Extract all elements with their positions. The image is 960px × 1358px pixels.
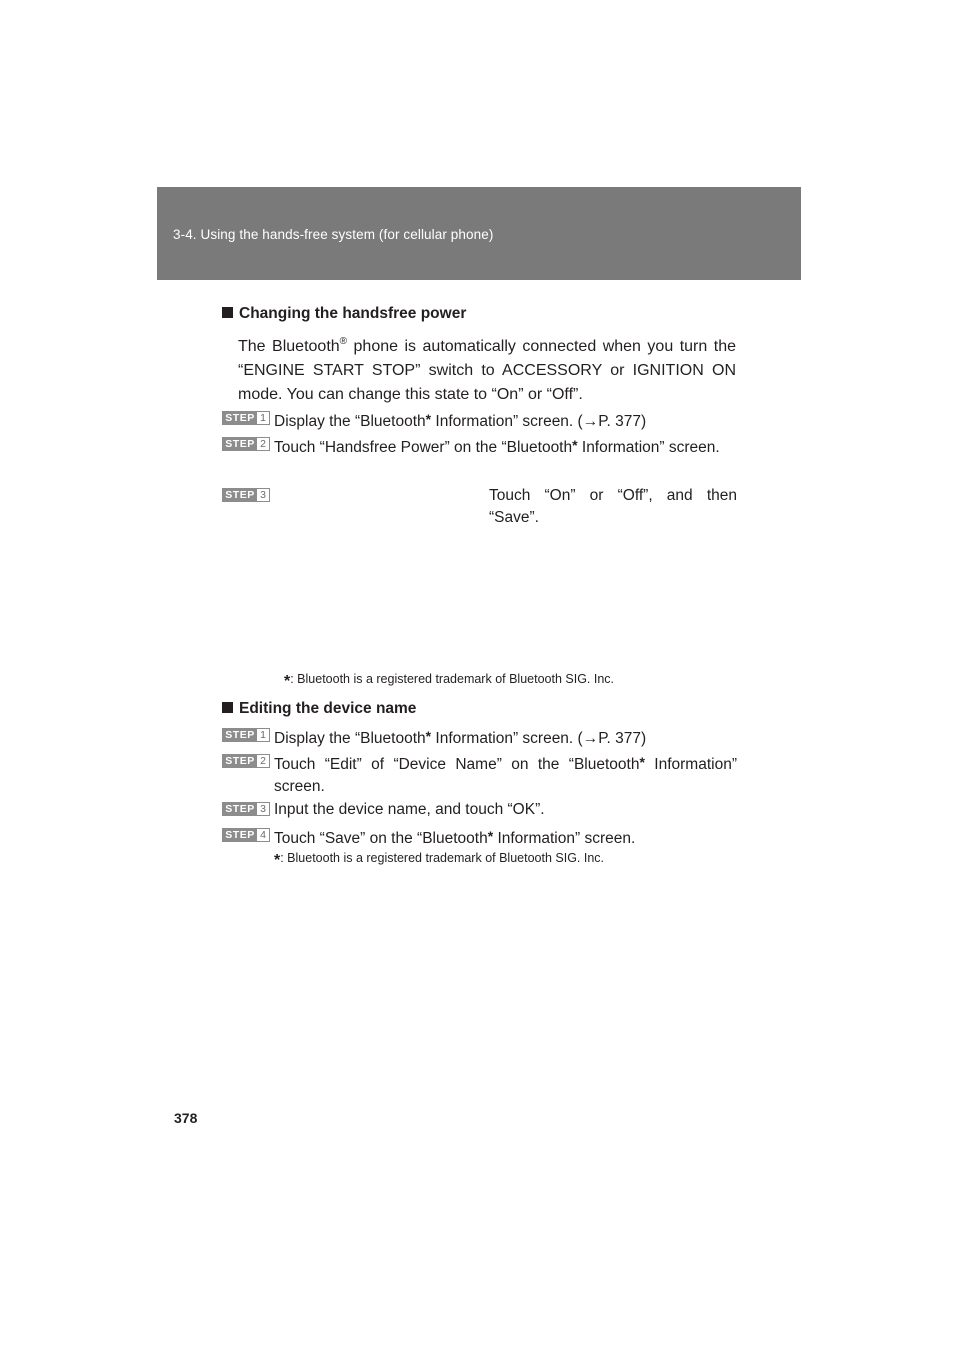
section-heading-handsfree-power <box>222 305 466 323</box>
step-label: STEP <box>223 412 257 424</box>
step-badge <box>222 411 270 425</box>
step-text-a: Touch “Save” on the “Bluetooth <box>274 830 488 847</box>
step-number: 1 <box>257 412 269 424</box>
step-text: Input the device name, and touch “OK”. <box>274 801 545 818</box>
step-text-b: Information” screen. <box>493 830 636 847</box>
intro-text-a: The Bluetooth <box>238 338 340 355</box>
step-badge <box>222 828 270 842</box>
intro-text-b: phone is automatically connected when you turn the “ENGINE START STOP” switch to ACCESSORY or IGNITION ON mode. You can change this state to “On” or “Off”. <box>238 338 737 403</box>
footnote <box>274 851 604 870</box>
asterisk-mark: * <box>284 673 291 690</box>
intro-paragraph <box>238 330 736 407</box>
step-number: 3 <box>257 489 269 501</box>
footnote-text: : Bluetooth is a registered trademark of Bluetooth SIG. Inc. <box>280 851 605 865</box>
section-heading-device-name <box>222 700 416 718</box>
step-text-a: Display the “Bluetooth <box>274 413 426 430</box>
step-text <box>274 751 737 798</box>
step-text <box>274 408 737 433</box>
step-text-a: Touch “Edit” of “Device Name” on the “Bluetooth <box>274 756 640 773</box>
asterisk-mark: * <box>425 411 432 427</box>
section-title: 3-4. Using the hands-free system (for cellular phone) <box>173 227 494 242</box>
step-number: 4 <box>257 829 269 841</box>
page-number: 378 <box>174 1110 198 1126</box>
step-text-b: Information” screen. (→P. 377) <box>431 730 647 747</box>
step-text-a: Touch “Handsfree Power” on the “Bluetooth <box>274 439 573 456</box>
step-text-b: Information” screen. (→P. 377) <box>431 413 647 430</box>
heading-text: Changing the handsfree power <box>239 305 467 322</box>
heading-text: Editing the device name <box>239 700 417 717</box>
step-badge <box>222 488 270 502</box>
step-badge <box>222 437 270 451</box>
step-number: 3 <box>257 803 269 815</box>
registered-mark: ® <box>339 336 348 347</box>
asterisk-mark: * <box>425 728 432 744</box>
step-text <box>274 434 737 459</box>
asterisk-mark: * <box>487 828 494 844</box>
step-number: 2 <box>257 755 269 767</box>
bullet-square-icon <box>222 702 233 713</box>
step-text <box>274 825 737 850</box>
step-text-a: Display the “Bluetooth <box>274 730 426 747</box>
step-text <box>274 725 737 750</box>
asterisk-mark: * <box>639 754 645 770</box>
step-label: STEP <box>223 803 257 815</box>
step-number: 1 <box>257 729 269 741</box>
step-text-b: Information” screen. <box>577 439 720 456</box>
step-text-b: Information” screen. <box>274 756 737 795</box>
step-label: STEP <box>223 729 257 741</box>
step-label: STEP <box>223 438 257 450</box>
step-badge <box>222 728 270 742</box>
step-label: STEP <box>223 829 257 841</box>
bullet-square-icon <box>222 307 233 318</box>
step-badge <box>222 754 270 768</box>
step-label: STEP <box>223 489 257 501</box>
step-badge <box>222 802 270 816</box>
step-number: 2 <box>257 438 269 450</box>
step-text: Touch “On” or “Off”, and then “Save”. <box>489 487 737 526</box>
asterisk-mark: * <box>274 852 281 869</box>
footnote-text: : Bluetooth is a registered trademark of Bluetooth SIG. Inc. <box>290 672 615 686</box>
footnote <box>284 672 614 691</box>
asterisk-mark: * <box>572 437 578 453</box>
step-label: STEP <box>223 755 257 767</box>
